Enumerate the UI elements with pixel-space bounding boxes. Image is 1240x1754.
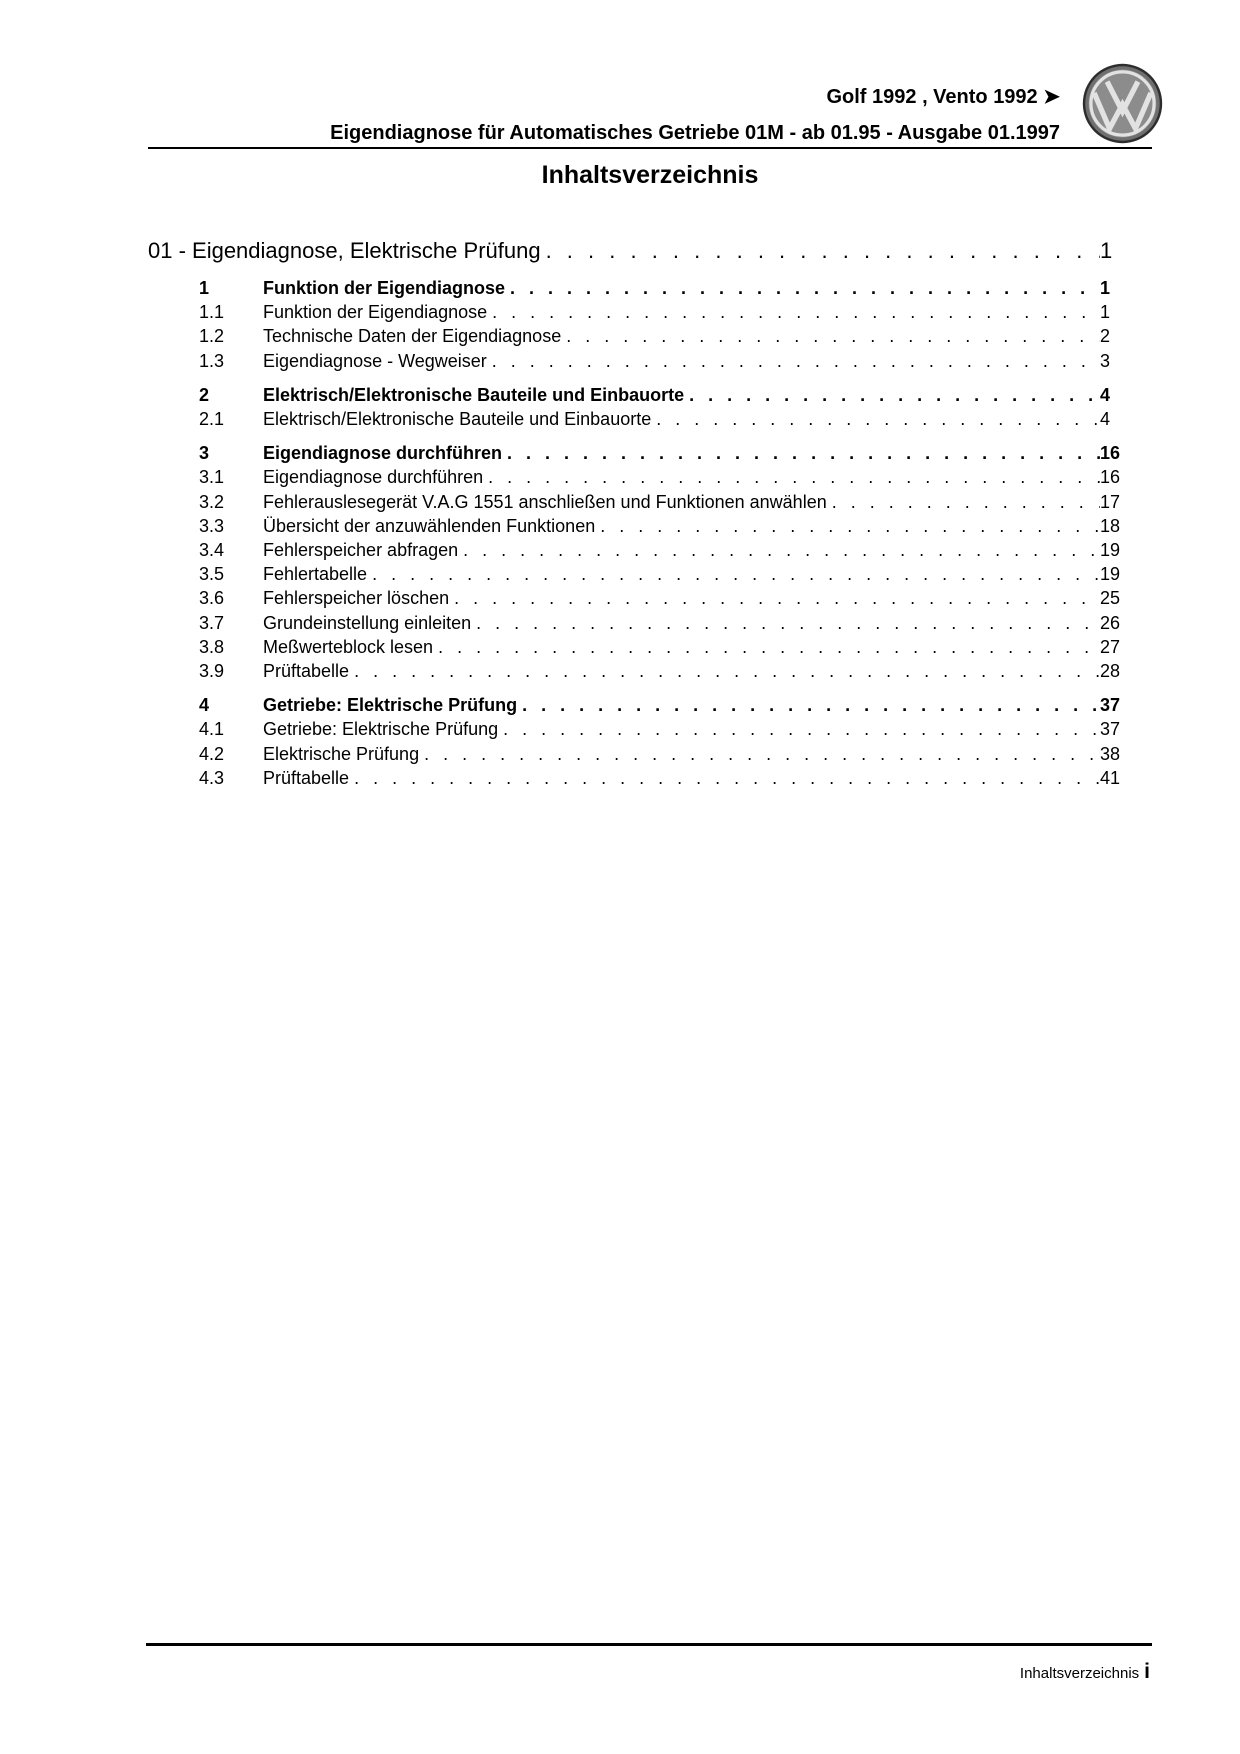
dot-leader <box>684 383 1100 407</box>
toc-entry-row[interactable] <box>148 324 1130 348</box>
dot-leader <box>498 717 1100 741</box>
entry-page: 17 <box>1100 491 1121 512</box>
dot-leader <box>349 659 1100 683</box>
header-model-line: Golf 1992 , Vento 1992 ➤ <box>826 86 1060 108</box>
entry-page: 25 <box>1100 588 1121 609</box>
header-subject-line: Eigendiagnose für Automatisches Getriebe 01M - ab 01.95 - Ausgabe 01.1997 <box>330 122 1060 144</box>
entry-number: 3.3 <box>199 515 225 536</box>
dot-leader <box>502 441 1100 465</box>
entry-label: Funktion der Eigendiagnose <box>263 278 506 298</box>
dot-leader <box>449 586 1100 610</box>
entry-page: 4 <box>1100 409 1111 430</box>
vw-logo-icon <box>1082 63 1163 144</box>
entry-number: 4 <box>199 695 210 716</box>
entry-number: 3.9 <box>199 661 225 682</box>
toc-entry-row[interactable] <box>148 349 1130 373</box>
toc-entry-row[interactable] <box>148 465 1130 489</box>
toc-entry-row[interactable] <box>148 441 1130 465</box>
entry-page: 19 <box>1100 564 1121 585</box>
entry-label: Eigendiagnose - Wegweiser <box>263 350 487 371</box>
entry-page: 27 <box>1100 636 1121 657</box>
entry-label: Fehlerspeicher abfragen <box>263 540 459 561</box>
entry-number: 4.3 <box>199 767 225 788</box>
entry-page: 3 <box>1100 350 1111 371</box>
entry-label: Übersicht der anzuwählenden Funktionen <box>263 515 596 536</box>
dot-leader <box>505 276 1100 300</box>
entry-page: 2 <box>1100 326 1111 347</box>
entry-label: Eigendiagnose durchführen <box>263 467 484 488</box>
toc-entry-row[interactable] <box>148 659 1130 683</box>
toc-chapter-row[interactable] <box>148 237 1130 265</box>
header-divider <box>148 147 1152 149</box>
dot-leader <box>517 693 1100 717</box>
entry-number: 3.4 <box>199 540 225 561</box>
entry-label: Fehlertabelle <box>263 564 368 585</box>
footer-divider <box>146 1643 1152 1646</box>
entry-number: 1.1 <box>199 302 225 323</box>
entry-number: 3.6 <box>199 588 225 609</box>
entry-label: Technische Daten der Eigendiagnose <box>263 326 562 347</box>
entry-label: Fehlerspeicher löschen <box>263 588 450 609</box>
entry-number: 3.2 <box>199 491 225 512</box>
dot-leader <box>433 635 1100 659</box>
dot-leader <box>483 465 1100 489</box>
entry-number: 4.2 <box>199 743 225 764</box>
entry-number: 2 <box>199 384 210 405</box>
entry-number: 3 <box>199 443 210 464</box>
entry-number: 3.1 <box>199 467 225 488</box>
toc-entry-row[interactable] <box>148 383 1130 407</box>
entry-label: Prüftabelle <box>263 661 350 682</box>
dot-leader <box>541 237 1100 265</box>
footer-page-number: i <box>1144 1660 1150 1683</box>
dot-leader <box>651 407 1100 431</box>
entry-label: Prüftabelle <box>263 767 350 788</box>
entry-page: 1 <box>1100 302 1111 323</box>
entry-page: 38 <box>1100 743 1121 764</box>
toc-entry-row[interactable] <box>148 742 1130 766</box>
entry-page: 28 <box>1100 661 1121 682</box>
entry-number: 1.3 <box>199 350 225 371</box>
dot-leader <box>419 742 1100 766</box>
dot-leader <box>487 349 1100 373</box>
entry-label: Meßwerteblock lesen <box>263 636 434 657</box>
entry-page: 16 <box>1100 443 1121 464</box>
toc-entry-row[interactable] <box>148 276 1130 300</box>
entry-page: 18 <box>1100 515 1121 536</box>
toc-entry-row[interactable] <box>148 514 1130 538</box>
entry-label: Getriebe: Elektrische Prüfung <box>263 719 499 740</box>
entry-number: 2.1 <box>199 409 225 430</box>
entry-label: Elektrische Prüfung <box>263 743 420 764</box>
toc-entries <box>148 276 1130 790</box>
entry-label: Funktion der Eigendiagnose <box>263 302 488 323</box>
page-title: Inhaltsverzeichnis <box>541 161 759 189</box>
toc-entry-row[interactable] <box>148 586 1130 610</box>
entry-number: 3.8 <box>199 636 225 657</box>
entry-number: 1.2 <box>199 326 225 347</box>
toc-chapter-label: 01 - Eigendiagnose, Elektrische Prüfung <box>148 238 541 263</box>
entry-number: 4.1 <box>199 719 225 740</box>
toc-entry-row[interactable] <box>148 611 1130 635</box>
entry-page: 37 <box>1100 695 1121 716</box>
entry-number: 3.7 <box>199 612 225 633</box>
dot-leader <box>458 538 1100 562</box>
toc-entry-row[interactable] <box>148 562 1130 586</box>
entry-page: 41 <box>1100 767 1121 788</box>
entry-page: 4 <box>1100 384 1111 405</box>
page-footer <box>0 1660 1150 1686</box>
dot-leader <box>561 324 1100 348</box>
toc-chapter-page: 1 <box>1100 238 1113 263</box>
dot-leader <box>487 300 1100 324</box>
entry-label: Eigendiagnose durchführen <box>263 443 503 464</box>
entry-page: 1 <box>1100 278 1111 298</box>
entry-page: 37 <box>1100 719 1121 740</box>
toc-entry-row[interactable] <box>148 693 1130 717</box>
entry-label: Elektrisch/Elektronische Bauteile und Einbauorte <box>263 409 652 430</box>
table-of-contents <box>148 237 1130 790</box>
dot-leader <box>367 562 1100 586</box>
entry-page: 26 <box>1100 612 1121 633</box>
entry-label: Fehlerauslesegerät V.A.G 1551 anschließen und Funktionen anwählen <box>263 491 827 512</box>
footer-section-label: Inhaltsverzeichnis <box>1019 1665 1140 1682</box>
toc-entry-row[interactable] <box>148 407 1130 431</box>
dot-leader <box>595 514 1100 538</box>
toc-entry-row[interactable] <box>148 490 1130 514</box>
dot-leader <box>827 490 1100 514</box>
entry-label: Grundeinstellung einleiten <box>263 612 472 633</box>
entry-label: Elektrisch/Elektronische Bauteile und Einbauorte <box>263 384 685 405</box>
entry-number: 1 <box>199 278 210 298</box>
toc-entry-row[interactable] <box>148 766 1130 790</box>
toc-entry-row[interactable] <box>148 538 1130 562</box>
entry-label: Getriebe: Elektrische Prüfung <box>263 695 518 716</box>
toc-entry-row[interactable] <box>148 717 1130 741</box>
entry-number: 3.5 <box>199 564 225 585</box>
entry-page: 16 <box>1100 467 1121 488</box>
toc-entry-row[interactable] <box>148 635 1130 659</box>
dot-leader <box>349 766 1100 790</box>
entry-page: 19 <box>1100 540 1121 561</box>
toc-entry-row[interactable] <box>148 300 1130 324</box>
dot-leader <box>471 611 1100 635</box>
